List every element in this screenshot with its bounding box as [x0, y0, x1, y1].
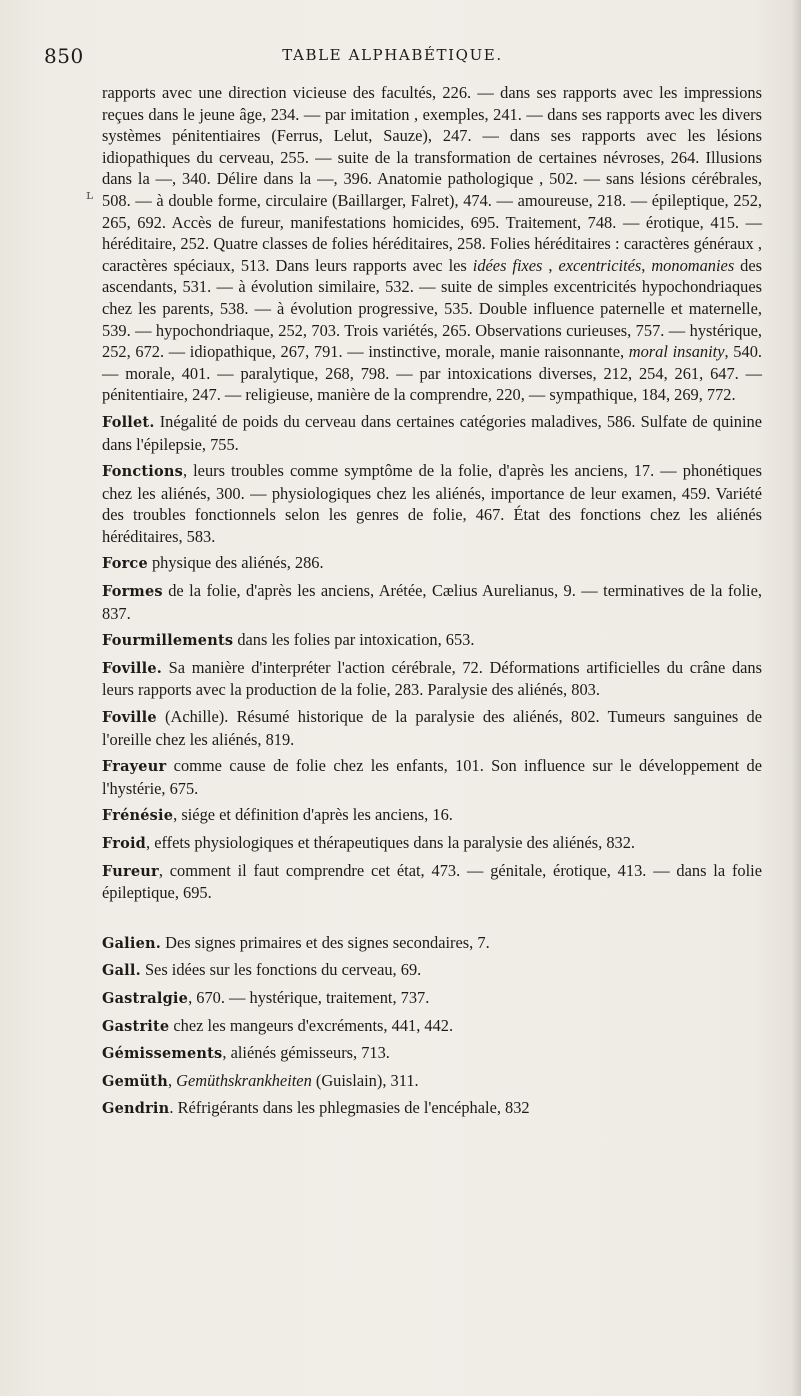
margin-mark: ʟ — [86, 188, 94, 203]
entry-headword: Gendrin — [102, 1100, 170, 1118]
index-entry-gendrin — [102, 1097, 762, 1120]
index-entry-fureur — [102, 860, 762, 904]
index-entry-galien — [102, 932, 762, 955]
entry-headword: Fonctions — [102, 463, 183, 481]
entry-headword: Foville — [102, 709, 157, 727]
entry-text: rapports avec une direction vicieuse des facultés, 226. — dans ses rapports avec les impressions reçues dans le jeune âge, 234. — par imitation , exemples, 241. — dans ses rapports avec les divers systèmes pénitentiaires (Ferrus, Lelut, Sauze), 247. — dans ses rapports avec les lésions idiopathiques du cerveau, 255. — suite de la transformation de certaines névroses, 264. Illusions dans la —, 340. Délire dans la —, 396. Anatomie pathologique , 502. — sans lésions cérébrales, 508. — à double forme, circulaire (Baillarger, Falret), 474. — amoureuse, 218. — épileptique, 252, 265, 692. Accès de fureur, manifestations homicides, 695. Traitement, 748. — érotique, 415. — héréditaire, 252. Quatre classes de folies héréditaires, 258. Folies héréditaires : caractères généraux , caractères spéciaux, 513. Dans leurs rapports avec les — [102, 83, 762, 275]
entry-headword: Gastralgie — [102, 989, 189, 1007]
entry-text: . Réfrigérants dans les phlegmasies de l'encéphale, 832 — [169, 1098, 530, 1118]
entry-headword: Fourmillements — [102, 632, 234, 650]
entry-headword: Frénésie — [102, 807, 174, 825]
entry-text: , — [641, 255, 652, 275]
entry-headword: Gall. — [102, 962, 141, 980]
entry-text: , leurs troubles comme symptôme de la folie, d'après les anciens, 17. — phonétiques chez les aliénés, 300. — physiologiques chez les aliénés, importance de leur examen, 459. Variété des troubles fonctionnels selon les genres de folie, 467. État des fonctions chez les aliénés héréditaires, 583. — [102, 461, 762, 546]
entry-italic-text: Gemüthskrankheiten — [176, 1070, 312, 1090]
entry-text: , effets physiologiques et thérapeutiques dans la paralysie des aliénés, 832. — [146, 833, 636, 852]
entry-headword: Galien. — [102, 934, 162, 952]
index-entry-formes — [102, 580, 762, 624]
entry-italic-text: idées fixes — [472, 255, 543, 275]
index-entry-foville — [102, 657, 762, 701]
entry-text: , — [542, 255, 559, 275]
entry-italic-text: excentricités — [558, 255, 642, 275]
entry-text: Des signes primaires et des signes secondaires, 7. — [161, 932, 490, 952]
index-entry-force — [102, 552, 762, 575]
entry-italic-text: moral insanity — [628, 342, 725, 362]
entry-text: , aliénés gémisseurs, 713. — [222, 1043, 390, 1063]
index-entry-follet — [102, 411, 762, 455]
entry-text: dans les folies par intoxication, 653. — [233, 630, 475, 650]
entry-italic-text: monomanies — [651, 255, 735, 275]
page-header — [44, 44, 741, 74]
entry-text: , 670. — hystérique, traitement, 737. — [188, 987, 430, 1007]
index-entry-frayeur — [102, 755, 762, 799]
entry-text: , 540. — morale, 401. — paralytique, 268, 798. — par intoxications diverses, 212, 254, 261, 647. — pénitentiaire, 247. — religieuse, manière de la comprendre, 220, — sympathique, 184, 269, 772. — [102, 342, 762, 405]
entry-headword: Force — [102, 555, 148, 573]
entry-text: (Achille). Résumé historique de la paralysie des aliénés, 802. Tumeurs sanguines de l'oreille chez les aliénés, 819. — [102, 707, 762, 749]
index-entries — [102, 82, 762, 1120]
entry-text: (Guislain), 311. — [311, 1070, 419, 1090]
entry-text: de la folie, d'après les anciens, Arétée, Cælius Aurelianus, 9. — terminatives de la folie, 837. — [102, 581, 762, 623]
entry-text: physique des aliénés, 286. — [147, 553, 324, 573]
entry-headword: Formes — [102, 583, 163, 601]
index-entry-froid — [102, 832, 762, 855]
entry-text: , — [167, 1070, 177, 1090]
page-edge-shadow — [791, 0, 801, 1396]
index-entry-gall — [102, 959, 762, 982]
index-entry-frenesie — [102, 804, 762, 827]
entry-headword: Gastrite — [102, 1017, 170, 1035]
entry-headword: Fureur — [102, 862, 159, 880]
index-entry-fourmillements — [102, 629, 762, 652]
entry-text: des ascendants, 531. — à évolution similaire, 532. — suite de simples excentricités hypochondriaques chez les parents, 538. — à évolution progressive, 535. Double influence paternelle et maternelle, 539. — hypochondriaque, 252, 703. Trois variétés, 265. Observations curieuses, 757. — hystérique, 252, 672. — idiopathique, 267, 791. — instinctive, morale, manie raisonnante, — [102, 255, 763, 362]
index-entry-foville-achille — [102, 706, 762, 750]
section-gap — [102, 904, 762, 932]
index-entry-fonctions — [102, 460, 762, 547]
running-title: TABLE ALPHABÉTIQUE. — [282, 46, 503, 64]
entry-text: Inégalité de poids du cerveau dans certaines catégories maladives, 586. Sulfate de quinine dans l'épilepsie, 755. — [102, 411, 762, 454]
entry-headword: Froid — [102, 835, 146, 852]
entry-text: chez les mangeurs d'excréments, 441, 442. — [169, 1015, 454, 1035]
index-entry-gastrite — [102, 1015, 762, 1038]
index-entry-gemuth — [102, 1070, 762, 1093]
entry-headword: Frayeur — [102, 758, 167, 776]
entry-headword: Follet. — [102, 413, 155, 431]
entry-text: Sa manière d'interpréter l'action cérébrale, 72. Déformations artificielles du crâne dans leurs rapports avec la production de la folie, 283. Paralysie des aliénés, 803. — [102, 657, 762, 700]
index-entry-folie-cont — [102, 82, 762, 406]
entry-text: , siége et définition d'après les anciens, 16. — [173, 805, 453, 825]
index-entry-gemissements — [102, 1042, 762, 1065]
entry-text: , comment il faut comprendre cet état, 473. — génitale, érotique, 413. — dans la folie épileptique, 695. — [102, 860, 762, 903]
page-number: 850 — [44, 44, 84, 68]
entry-headword: Gemüth — [102, 1072, 168, 1090]
entry-text: Ses idées sur les fonctions du cerveau, 69. — [140, 960, 422, 980]
index-entry-gastralgie — [102, 987, 762, 1010]
entry-text: comme cause de folie chez les enfants, 101. Son influence sur le développement de l'hystérie, 675. — [102, 756, 762, 798]
entry-headword: Gémissements — [102, 1045, 223, 1063]
entry-headword: Foville. — [102, 659, 162, 677]
